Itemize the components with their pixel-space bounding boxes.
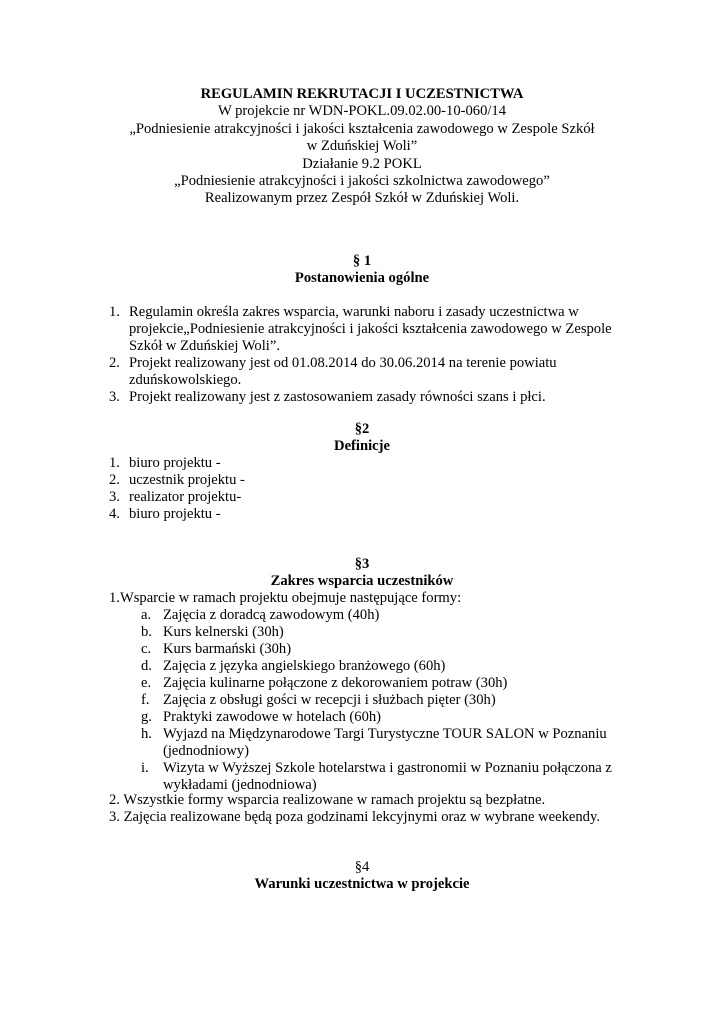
item-text: Zajęcia z języka angielskiego branżowego (60h) [163, 658, 446, 674]
list-item [141, 692, 612, 709]
item-letter: i. [141, 760, 149, 776]
implementer-line: Realizowanym przez Zespół Szkół w Zduńskiej Woli. [204, 190, 520, 207]
item-text: realizator projektu- [129, 489, 242, 505]
section-3-paragraph-3: 3. Zajęcia realizowane będą poza godzinami lekcyjnymi oraz w wybrane weekendy. [109, 809, 600, 825]
project-number: W projekcie nr WDN-POKL.09.02.00-10-060/14 [217, 103, 507, 120]
project-name-line-1: „Podniesienie atrakcyjności i jakości kształcenia zawodowego w Zespole Szkół [129, 120, 595, 137]
section-2-heading [0, 421, 724, 456]
list-item [141, 760, 612, 794]
document-title: REGULAMIN REKRUTACJI I UCZESTNICTWA [200, 86, 524, 102]
item-text: Szkół w Zduńskiej Woli”. [129, 338, 280, 354]
list-item [109, 355, 612, 389]
item-text: Regulamin określa zakres wsparcia, warunki naboru i zasady uczestnictwa w [129, 304, 579, 320]
section-title: Warunki uczestnictwa w projekcie [254, 876, 470, 893]
list-item [141, 607, 612, 624]
item-number: 4. [109, 506, 120, 522]
item-text: Zajęcia kulinarne połączone z dekorowaniem potraw (30h) [163, 675, 508, 691]
item-text: uczestnik projektu - [129, 472, 245, 488]
item-text: wykładami (jednodniowa) [163, 777, 317, 793]
section-3-intro: 1.Wsparcie w ramach projektu obejmuje następujące formy: [109, 590, 462, 606]
item-text: projekcie„Podniesienie atrakcyjności i jakości kształcenia zawodowego w Zespole [129, 321, 612, 337]
item-number: 2. [109, 355, 120, 371]
list-item [109, 489, 245, 506]
list-item [109, 506, 245, 523]
item-text: Projekt realizowany jest z zastosowaniem zasady równości szans i płci. [129, 389, 546, 405]
section-4-heading [0, 859, 724, 894]
item-number: 3. [109, 489, 120, 505]
item-text: zduńskowolskiego. [129, 372, 242, 388]
item-letter: f. [141, 692, 150, 708]
item-text: Zajęcia z doradcą zawodowym (40h) [163, 607, 380, 623]
measure-label: Działanie 9.2 POKL [302, 155, 422, 172]
project-name-line-2: w Zduńskiej Woli” [306, 138, 418, 155]
section-3-paragraph-2: 2. Wszystkie formy wsparcia realizowane w ramach projektu są bezpłatne. [109, 792, 546, 808]
item-letter: c. [141, 641, 152, 657]
list-item [109, 472, 245, 489]
item-number: 3. [109, 389, 120, 405]
document-header [0, 86, 724, 208]
support-forms-list [141, 607, 612, 794]
section-3-heading [0, 556, 724, 591]
item-letter: e. [141, 675, 152, 691]
item-letter: g. [141, 709, 152, 725]
list-item [141, 624, 612, 641]
item-text: Kurs kelnerski (30h) [163, 624, 284, 640]
list-item [109, 455, 245, 472]
list-item [141, 658, 612, 675]
item-text: Kurs barmański (30h) [163, 641, 292, 657]
list-item [109, 389, 612, 406]
item-text: Projekt realizowany jest od 01.08.2014 do 30.06.2014 na terenie powiatu [129, 355, 557, 371]
section-title: Definicje [334, 438, 390, 455]
section-2-list [109, 455, 245, 523]
item-number: 1. [109, 304, 120, 320]
item-letter: d. [141, 658, 152, 674]
item-text: biuro projektu - [129, 506, 221, 522]
section-1-heading [0, 253, 724, 288]
measure-name: „Podniesienie atrakcyjności i jakości szkolnictwa zawodowego” [174, 172, 550, 189]
item-letter: h. [141, 726, 152, 742]
item-text: Zajęcia z obsługi gości w recepcji i służbach pięter (30h) [163, 692, 496, 708]
section-title: Postanowienia ogólne [294, 270, 430, 287]
item-letter: b. [141, 624, 152, 640]
list-item [109, 304, 612, 355]
list-item [141, 641, 612, 658]
item-text: (jednodniowy) [163, 743, 249, 759]
section-number: §2 [354, 421, 370, 437]
item-text: biuro projektu - [129, 455, 221, 471]
list-item [141, 726, 612, 760]
item-text: Wizyta w Wyższej Szkole hotelarstwa i gastronomii w Poznaniu połączona z [163, 760, 612, 776]
section-1-list [109, 304, 612, 406]
section-title: Zakres wsparcia uczestników [270, 573, 454, 590]
section-number: §4 [354, 859, 370, 875]
list-item [141, 709, 612, 726]
section-number: § 1 [352, 253, 372, 269]
item-letter: a. [141, 607, 152, 623]
item-text: Wyjazd na Międzynarodowe Targi Turystyczne TOUR SALON w Poznaniu [163, 726, 607, 742]
item-number: 2. [109, 472, 120, 488]
list-item [141, 675, 612, 692]
item-text: Praktyki zawodowe w hotelach (60h) [163, 709, 382, 725]
section-number: §3 [354, 556, 370, 572]
item-number: 1. [109, 455, 120, 471]
